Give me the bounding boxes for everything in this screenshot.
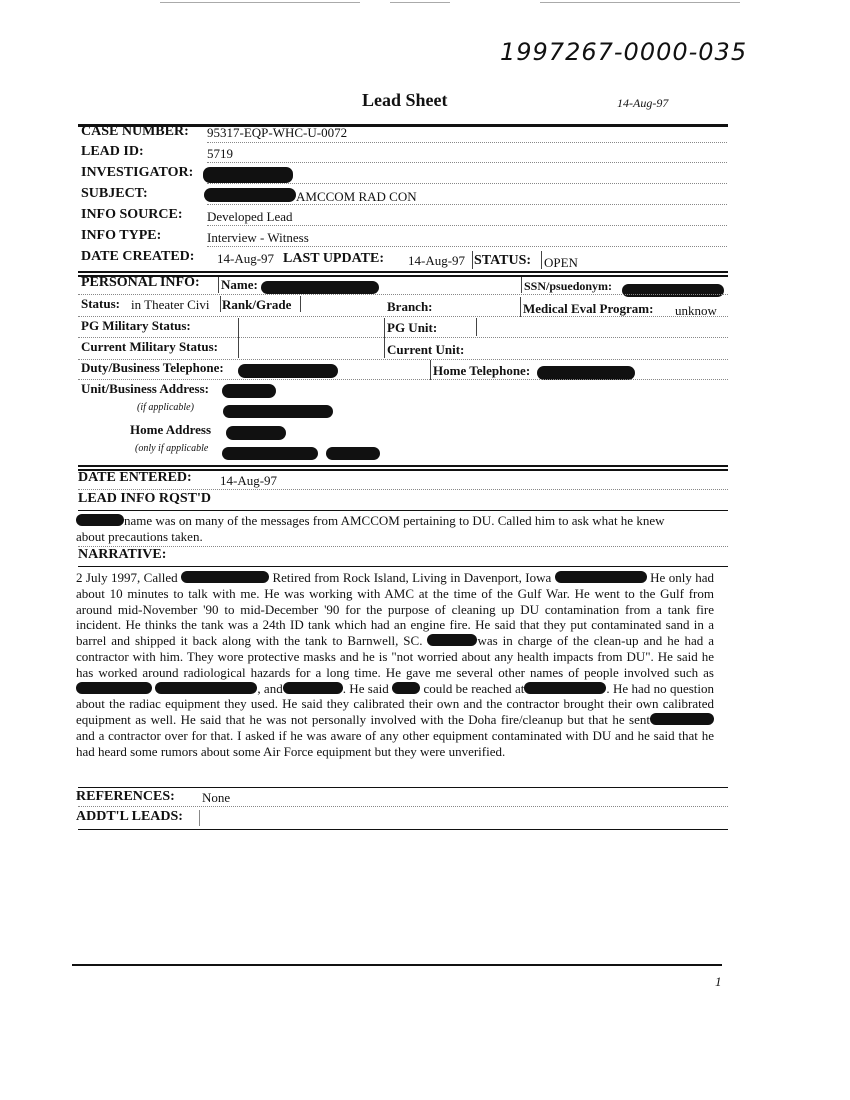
section-rule <box>78 465 728 467</box>
narrative-segment: was in charge of the clean-up and he had a contractor with him. They wore protective masks and he is "not worried about any health impacts from DU". He said he has worked around radiological hazards for a long time. He gave me several other names of people involved such as <box>76 633 714 680</box>
med-eval-value: unknow <box>675 303 717 318</box>
scan-artifact-line <box>160 2 360 3</box>
ssn-label: SSN/psuedonym: <box>524 279 613 293</box>
narrative-segment: could be reached at <box>423 680 525 696</box>
status-row-label: Status: <box>81 296 121 311</box>
redaction-mark <box>76 682 152 694</box>
home-address-label: Home Address <box>130 422 212 437</box>
document-number: 1997267-0000-035 <box>500 38 748 66</box>
row-rule <box>78 787 728 788</box>
section-rule <box>78 271 728 273</box>
status-value: OPEN <box>544 255 578 270</box>
redaction-mark <box>283 682 343 694</box>
only-if-applicable-note: (only if applicable <box>135 443 209 454</box>
cell-divider <box>220 296 221 312</box>
row-rule <box>78 510 728 511</box>
current-military-label: Current Military Status: <box>81 339 218 354</box>
last-update-label: LAST UPDATE: <box>283 251 385 266</box>
row-line <box>78 337 728 338</box>
lead-info-line-2: about precautions taken. <box>76 529 203 544</box>
subject-redaction <box>204 186 296 204</box>
lead-info-line-1: name was on many of the messages from AMCCOM pertaining to DU. Called him to ask what he knew <box>124 513 665 528</box>
field-underline <box>207 225 727 226</box>
cell-divider <box>430 360 431 380</box>
narrative-segment: Retired from Rock Island, Living in Davenport, Iowa <box>272 570 552 585</box>
unit-address-redaction <box>222 382 276 400</box>
ssn-redaction <box>622 281 724 299</box>
info-type-label: INFO TYPE: <box>81 228 162 243</box>
personal-info-label: PERSONAL INFO: <box>81 275 200 290</box>
date-entered-label: DATE ENTERED: <box>78 470 192 485</box>
cell-divider <box>218 277 219 293</box>
cell-divider <box>384 318 385 358</box>
cell-divider <box>476 318 477 336</box>
header-date: 14-Aug-97 <box>617 96 669 110</box>
redaction-mark <box>650 713 714 725</box>
narrative-label: NARRATIVE: <box>78 547 167 562</box>
redaction-mark <box>392 682 420 694</box>
narrative-segment: He only had about 10 minutes to talk with me. He was working with AMC at the time of the Gulf War. He went to the Gulf from around mid-November '90 to mid-December '90 for the purpose of cleaning up DU contamination from a tank fire incident. He thinks the tank was a 24th ID tank which had an engine fire. He said that they put contaminated sand in a barrel and shipped it back along with the tank to Barnwell, SC. <box>76 570 715 649</box>
row-line <box>78 489 728 490</box>
row-line <box>78 379 728 380</box>
narrative-segment: . He said <box>342 680 389 696</box>
row-line <box>78 806 728 807</box>
status-row-value: in Theater Civi <box>131 297 210 312</box>
narrative-segment: . He had no question about the radiac equipment they used. He said they calibrated their own and the contractor brought their own calibrated equipment as well. He said that he was not personally involved with the Doha fire/cleanup but that he sent <box>76 680 714 728</box>
home-address-redaction-2 <box>222 444 318 462</box>
field-underline <box>207 162 727 163</box>
info-source-value: Developed Lead <box>207 209 293 224</box>
narrative-segment: 2 July 1997, Called <box>76 570 178 585</box>
date-created-value: 14-Aug-97 <box>217 251 275 266</box>
row-rule <box>78 566 728 567</box>
duty-phone-label: Duty/Business Telephone: <box>81 360 224 375</box>
field-underline <box>207 246 727 247</box>
current-unit-label: Current Unit: <box>387 342 465 357</box>
rank-grade-label: Rank/Grade <box>222 297 292 312</box>
subject-label: SUBJECT: <box>81 186 148 201</box>
home-address-redaction <box>226 424 286 442</box>
cell-divider <box>520 297 521 317</box>
last-update-value: 14-Aug-97 <box>408 253 466 268</box>
redaction-mark <box>155 682 257 694</box>
cell-divider <box>541 251 542 269</box>
field-underline <box>207 204 727 205</box>
page-number: 1 <box>715 974 722 989</box>
unit-address-label: Unit/Business Address: <box>81 381 209 396</box>
date-created-label: DATE CREATED: <box>81 249 195 264</box>
cell-divider <box>521 277 522 293</box>
info-type-value: Interview - Witness <box>207 230 309 245</box>
if-applicable-note: (if applicable) <box>137 402 194 413</box>
references-value: None <box>202 790 231 805</box>
cell-divider <box>300 296 301 312</box>
addtl-leads-label: ADDT'L LEADS: <box>76 809 183 824</box>
narrative-segment: , and <box>257 680 283 696</box>
unit-address-redaction-2 <box>223 402 333 420</box>
lead-info-text <box>76 513 712 545</box>
narrative-text <box>76 570 714 760</box>
status-label: STATUS: <box>474 253 532 268</box>
lead-info-label: LEAD INFO RQST'D <box>78 491 212 506</box>
scan-artifact-line <box>540 2 740 3</box>
narrative-segment: and a contractor over for that. I asked if he was aware of any other equipment contaminated with DU and he said that he had heard some rumors about some Air Force equipment but they were unverified. <box>76 727 714 759</box>
row-line <box>78 546 728 547</box>
scan-artifact-line <box>390 2 450 3</box>
page-title: Lead Sheet <box>362 90 448 110</box>
date-entered-value: 14-Aug-97 <box>220 473 278 488</box>
case-number-value: 95317-EQP-WHC-U-0072 <box>207 125 348 140</box>
row-line <box>78 294 728 295</box>
redaction-mark <box>555 571 647 583</box>
cell-divider <box>199 810 200 826</box>
branch-label: Branch: <box>387 299 433 314</box>
redaction-mark <box>524 682 606 694</box>
case-number-label: CASE NUMBER: <box>81 124 189 139</box>
duty-phone-redaction <box>238 362 338 380</box>
references-label: REFERENCES: <box>76 789 175 804</box>
lead-id-value: 5719 <box>207 146 233 161</box>
lead-id-label: LEAD ID: <box>81 144 144 159</box>
redaction-mark <box>76 514 124 526</box>
row-rule <box>78 829 728 830</box>
row-line <box>78 316 728 317</box>
investigator-redaction <box>203 166 293 184</box>
investigator-label: INVESTIGATOR: <box>81 165 194 180</box>
cell-divider <box>472 251 473 269</box>
cell-divider <box>238 318 239 358</box>
name-label: Name: <box>221 277 258 292</box>
home-phone-label: Home Telephone: <box>433 363 531 378</box>
info-source-label: INFO SOURCE: <box>81 207 183 222</box>
field-underline <box>207 183 727 184</box>
field-underline <box>207 142 727 143</box>
redaction-mark <box>427 634 477 646</box>
home-address-redaction-3 <box>326 444 380 462</box>
pg-unit-label: PG Unit: <box>387 320 438 335</box>
redaction-mark <box>181 571 269 583</box>
footer-rule <box>72 964 722 966</box>
med-eval-label: Medical Eval Program: <box>523 301 654 316</box>
pg-military-label: PG Military Status: <box>81 318 191 333</box>
subject-value: AMCCOM RAD CON <box>296 189 417 204</box>
